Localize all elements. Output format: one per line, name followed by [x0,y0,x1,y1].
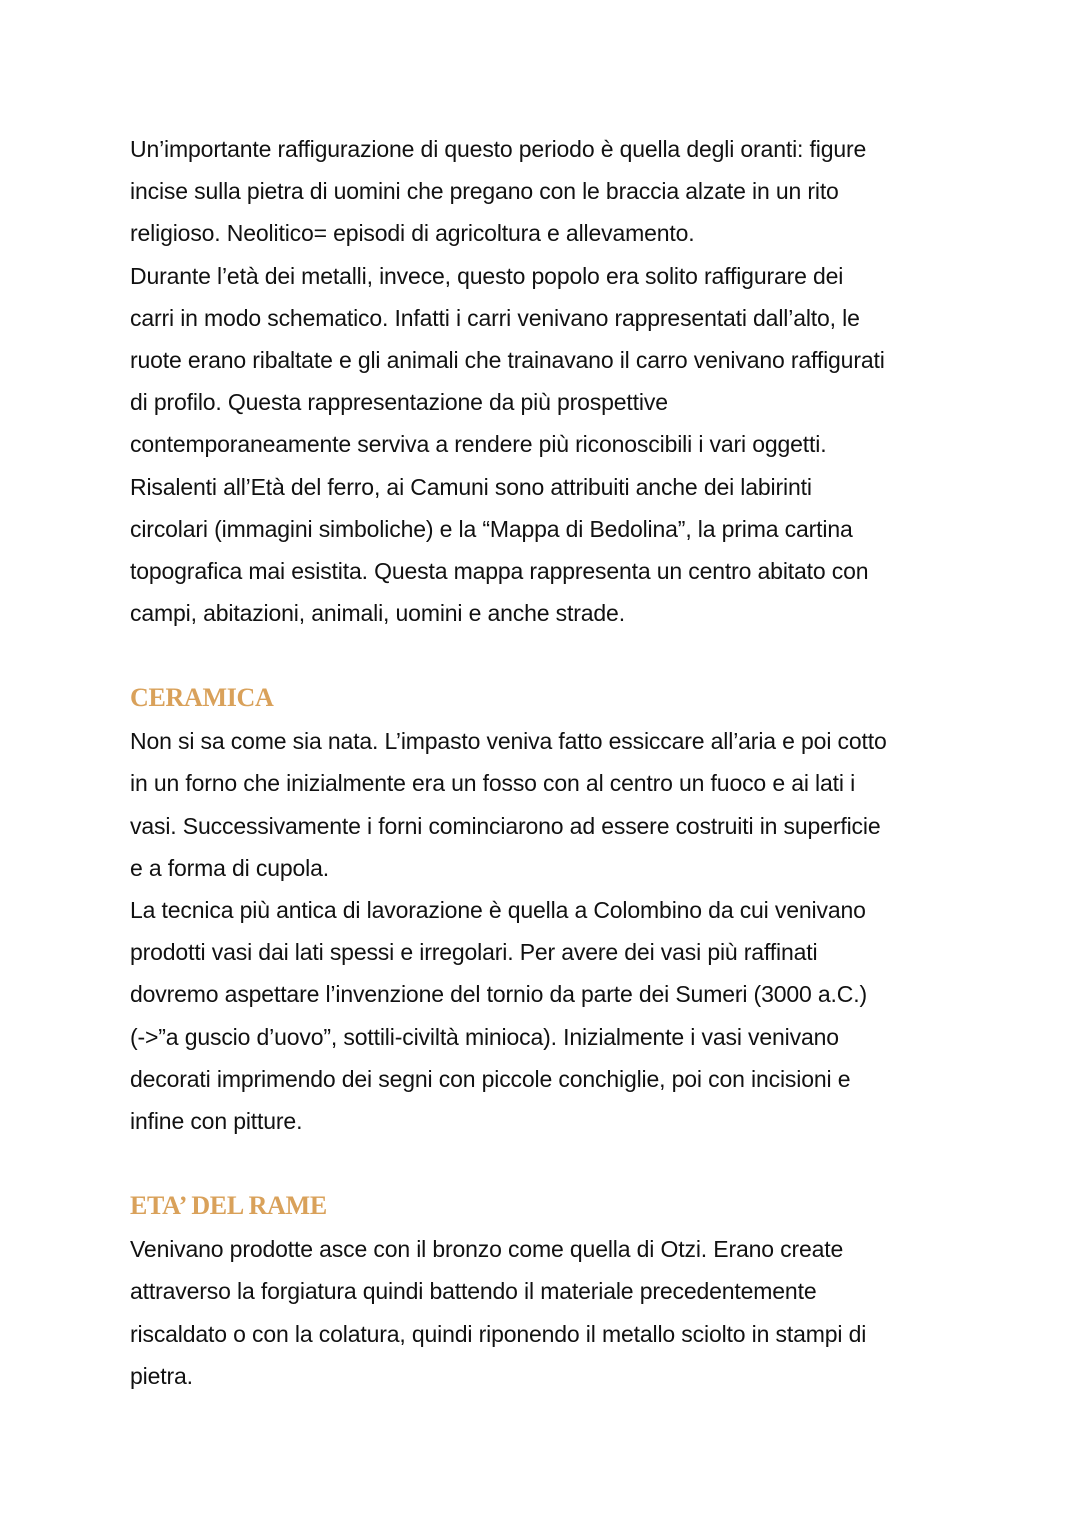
text-line: attraverso la forgiatura quindi battendo il materiale precedentemente [130,1278,817,1305]
section-heading: ETA’ DEL RAME [130,1191,327,1221]
text-line: incise sulla pietra di uomini che pregano con le braccia alzate in un rito [130,178,839,205]
document-page [130,128,960,1397]
text-line: decorati imprimendo dei segni con piccole conchiglie, poi con incisioni e [130,1065,851,1092]
text-line: infine con pitture. [130,1107,303,1134]
text-line: campi, abitazioni, animali, uomini e anche strade. [130,600,625,627]
text-line: carri in modo schematico. Infatti i carri venivano rappresentati dall’alto, le [130,304,860,331]
section-heading: CERAMICA [130,683,274,713]
text-line: La tecnica più antica di lavorazione è quella a Colombino da cui venivano [130,897,866,923]
section-spacer [130,1142,960,1184]
text-line: vasi. Successivamente i forni cominciarono ad essere costruiti in superficie [130,812,881,839]
text-line: circolari (immagini simboliche) e la “Mappa di Bedolina”, la prima cartina [130,515,853,542]
text-line: prodotti vasi dai lati spessi e irregolari. Per avere dei vasi più raffinati [130,939,818,966]
text-line: Durante l’età dei metalli, invece, questo popolo era solito raffigurare dei [130,262,844,289]
intro-paragraph [130,128,960,634]
section-eta-del-rame [130,1184,960,1397]
text-line: dovremo aspettare l’invenzione del tornio da parte dei Sumeri (3000 a.C.) [130,981,867,1008]
text-line: ruote erano ribaltate e gli animali che trainavano il carro venivano raffigurati [130,346,885,373]
text-line: di profilo. Questa rappresentazione da più prospettive [130,389,668,416]
section-spacer [130,634,960,676]
text-line: Un’importante raffigurazione di questo periodo è quella degli oranti: figure [130,136,867,162]
section-ceramica [130,676,960,1142]
text-line: e a forma di cupola. [130,854,330,881]
text-line: Non si sa come sia nata. L’impasto veniva fatto essiccare all’aria e poi cotto [130,728,887,755]
text-line: religioso. Neolitico= episodi di agricoltura e allevamento. [130,220,695,247]
text-line: pietra. [130,1362,193,1389]
text-line: in un forno che inizialmente era un fosso con al centro un fuoco e ai lati i [130,770,856,797]
text-line: topografica mai esistita. Questa mappa rappresenta un centro abitato con [130,557,869,584]
text-line: riscaldato o con la colatura, quindi riponendo il metallo sciolto in stampi di [130,1320,867,1347]
text-line: contemporaneamente serviva a rendere più riconoscibili i vari oggetti. [130,431,827,458]
text-line: Venivano prodotte asce con il bronzo come quella di Otzi. Erano create [130,1236,844,1263]
text-line: Risalenti all’Età del ferro, ai Camuni sono attribuiti anche dei labirinti [130,473,812,500]
text-line: (->”a guscio d’uovo”, sottili-civiltà minioca). Inizialmente i vasi venivano [130,1023,839,1050]
